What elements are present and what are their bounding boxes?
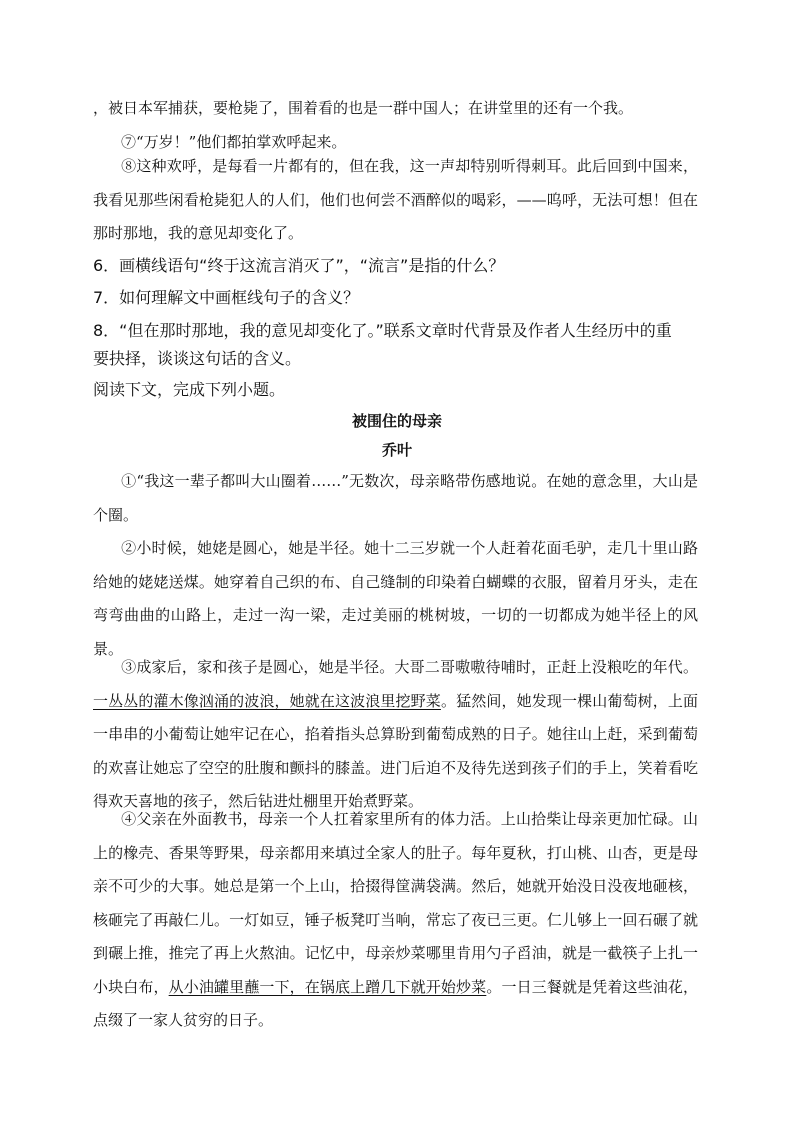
question-6: 6．画横线语句“终于这流言消灭了”，“流言”是指的什么？ xyxy=(93,256,505,275)
passage-author: 乔叶 xyxy=(381,441,412,459)
reading-instruction: 阅读下文，完成下列小题。 xyxy=(93,380,286,399)
paragraph-7: ⑦“万岁！”他们都拍掌欢呼起来。 xyxy=(121,133,347,151)
paragraph-3 xyxy=(93,651,698,819)
paragraph-3-text-a: ③成家后，家和孩子是圆心，她是半径。大哥二哥嗷嗷待哺时，正赶上没粮吃的年代。 xyxy=(121,658,698,676)
paragraph-4 xyxy=(93,803,698,1038)
passage-title: 被围住的母亲 xyxy=(351,412,442,430)
question-8-line-2: 要抉择，谈谈这句话的含义。 xyxy=(93,349,302,368)
paragraph-2 xyxy=(93,532,698,666)
passage-continuation-line: ，被日本军捕获，要枪毙了，围着看的也是一群中国人；在讲堂里的还有一个我。 xyxy=(93,99,634,117)
paragraph-8-text: ⑧这种欢呼，是每看一片都有的，但在我，这一声却特别听得刺耳。此后回到中国来，我看见那些闲看枪毙犯人的人们，他们也何尝不酒醉似的喝彩，——呜呼，无法可想！但在那时那地，我的意见却变化了。 xyxy=(93,157,698,242)
paragraph-2-text: ②小时候，她姥是圆心，她是半径。她十二三岁就一个人赶着花面毛驴，走几十里山路给她的姥姥送煤。她穿着自己织的布、自己缝制的印染着白蝴蝶的衣服，留着月牙头，走在弯弯曲曲的山路上，走过一沟一梁，走过美丽的桃树坡，一切的一切都成为她半径上的风景。 xyxy=(93,539,698,658)
paragraph-3-text-b: 。猛然间，她发现一棵山葡萄树，上面一串串的小葡萄让她牢记在心，掐着指头总算盼到葡萄成熟的日子。她往山上赶，采到葡萄的欢喜让她忘了空空的肚腹和颤抖的膝盖。进门后迫不及待先送到孩子们的手上，笑着看吃得欢天喜地的孩子，然后钻进灶棚里开始煮野菜。 xyxy=(93,691,698,810)
paragraph-3-underlined-sentence: 一丛丛的灌木像汹涌的波浪，她就在这波浪里挖野菜 xyxy=(93,691,441,710)
paragraph-4-underlined-sentence: 从小油罐里蘸一下，在锅底上蹭几下就开始炒菜 xyxy=(168,977,487,996)
paragraph-8 xyxy=(93,150,698,251)
paragraph-4-text-b: 。一日三餐就是凭着这些油花，点缀了一家人贫穷的日子。 xyxy=(93,977,698,1029)
paragraph-4-text-a: ④父亲在外面教书，母亲一个人扛着家里所有的体力活。上山拾柴让母亲更加忙碌。山上的橡壳、香果等野果，母亲都用来填过全家人的肚子。每年夏秋，打山桃、山杏，更是母亲不可少的大事。她总是第一个上山，拾掇得筐满袋满。然后，她就开始没日没夜地砸核，核砸完了再敲仁儿。一灯如豆，锤子板凳叮当响，常忘了夜已三更。仁儿够上一回石碾了就到碾上推，推完了再上火熬油。记忆中，母亲炒菜哪里肯用勺子舀油，就是一截筷子上扎一小块白布， xyxy=(93,810,698,996)
question-8-line-1: 8．“但在那时那地，我的意见却变化了。”联系文章时代背景及作者人生经历中的重 xyxy=(93,321,672,340)
question-7: 7．如何理解文中画框线句子的含义？ xyxy=(93,288,360,307)
paragraph-1-text: ①“我这一辈子都叫大山圈着……”无数次，母亲略带伤感地说。在她的意念里，大山是个圈。 xyxy=(93,472,698,524)
paragraph-1 xyxy=(93,465,698,532)
